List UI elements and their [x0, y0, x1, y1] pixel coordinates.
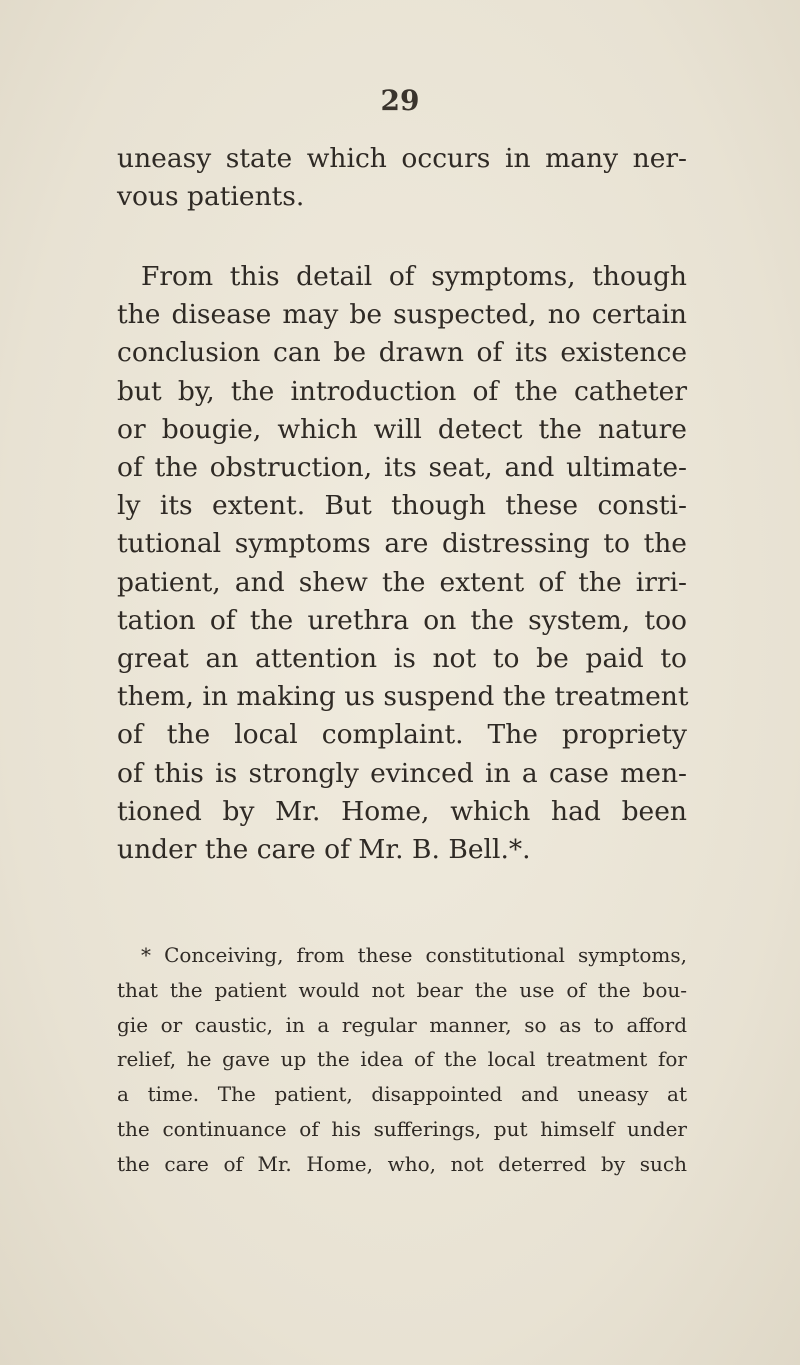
text-line: of the local complaint. The propriety	[117, 719, 687, 751]
text-line: uneasy state which occurs in many ner-	[117, 143, 687, 174]
footnote-line: that the patient would not bear the use of the bou-	[117, 977, 687, 1002]
text-line: ly its extent. But though these consti-	[117, 490, 687, 522]
text-line: conclusion can be drawn of its existence	[117, 337, 687, 369]
footnote-line: gie or caustic, in a regular manner, so as to afford	[117, 1012, 687, 1037]
paragraph-2	[117, 258, 687, 869]
text-line: under the care of Mr. B. Bell.*.	[117, 834, 531, 866]
text-line: tation of the urethra on the system, too	[117, 604, 687, 636]
text-line: of this is strongly evinced in a case men-	[117, 757, 687, 789]
footnote-line: relief, he gave up the idea of the local treatment for	[117, 1047, 687, 1072]
text-line: them, in making us suspend the treatment	[117, 681, 689, 713]
footnote-line: the continuance of his sufferings, put himself under	[117, 1116, 687, 1141]
text-line: the disease may be suspected, no certain	[117, 299, 687, 331]
text-line: tutional symptoms are distressing to the	[117, 528, 687, 560]
footnote-line: a time. The patient, disappointed and uneasy at	[117, 1082, 687, 1107]
text-line: great an attention is not to be paid to	[117, 643, 687, 675]
footnote	[117, 938, 687, 1182]
text-line: patient, and shew the extent of the irri-	[117, 566, 687, 598]
text-line: or bougie, which will detect the nature	[117, 413, 687, 445]
page-number: 29	[380, 84, 420, 117]
paragraph-1	[117, 140, 687, 216]
text-line: of the obstruction, its seat, and ultimate-	[117, 452, 687, 484]
text-line: but by, the introduction of the catheter	[117, 375, 687, 407]
footnote-line: * Conceiving, from these constitutional symptoms,	[141, 943, 687, 967]
text-line: tioned by Mr. Home, which had been	[117, 795, 687, 827]
footnote-line: the care of Mr. Home, who, not deterred by such	[117, 1151, 687, 1176]
text-line: vous patients.	[117, 181, 305, 213]
text-line: From this detail of symptoms, though	[141, 261, 687, 292]
